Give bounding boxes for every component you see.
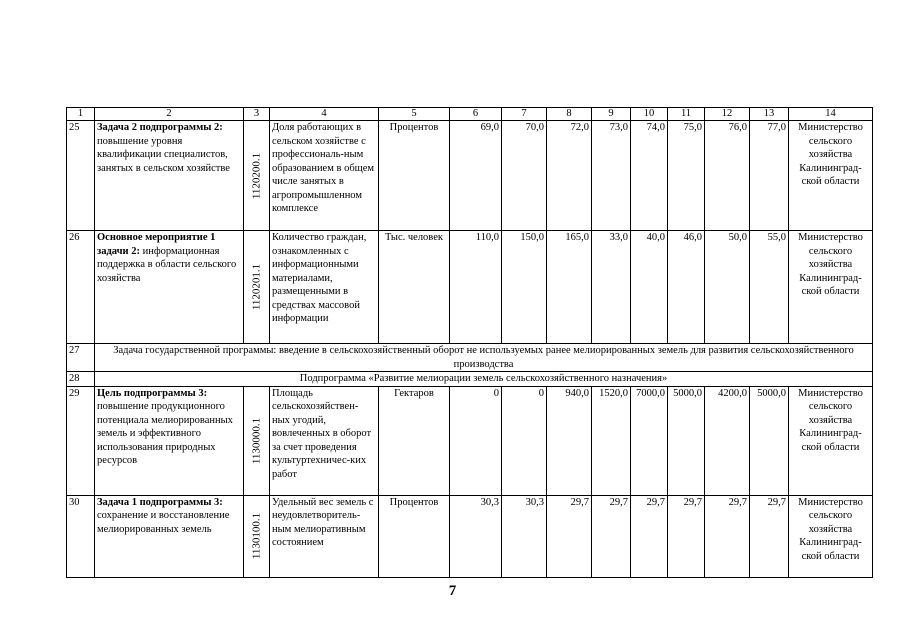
indicator-name: Площадь сельскохозяйствен-ных угодий, вовлеченных в оборот за счет проведения культуртехничес-ких работ — [270, 386, 379, 495]
span-row-text: Задача государственной программы: введение в сельскохозяйственный оборот не используемых ранее мелиорированных земель для развития сельскохозяйственного производства — [95, 344, 873, 372]
value-cell: 74,0 — [631, 121, 668, 231]
value-cell: 1520,0 — [592, 386, 631, 495]
value-cell: 7000,0 — [631, 386, 668, 495]
value-cell: 5000,0 — [750, 386, 789, 495]
span-row — [67, 372, 873, 387]
span-row — [67, 344, 873, 372]
value-cell: 0 — [502, 386, 547, 495]
header-cell: 10 — [631, 108, 668, 121]
header-cell: 13 — [750, 108, 789, 121]
code-text: 1120200.1 — [249, 152, 262, 199]
goal-name — [95, 121, 244, 231]
row-number: 30 — [67, 495, 95, 577]
goal-name-bold: Задача 1 подпрограммы 3: — [97, 496, 223, 508]
header-cell: 9 — [592, 108, 631, 121]
header-row — [67, 108, 873, 121]
value-cell: 33,0 — [592, 231, 631, 344]
row-number: 25 — [67, 121, 95, 231]
responsible-org: Министерство сельского хозяйства Калининград-ской области — [789, 231, 873, 344]
row-number: 29 — [67, 386, 95, 495]
unit-cell: Процентов — [379, 121, 450, 231]
goal-name-rest: информационная поддержка в области сельского хозяйства — [97, 245, 237, 284]
code-text: 1130000.1 — [249, 417, 262, 464]
value-cell: 75,0 — [668, 121, 705, 231]
value-cell: 76,0 — [705, 121, 750, 231]
value-cell: 40,0 — [631, 231, 668, 344]
table-row — [67, 121, 873, 231]
value-cell: 150,0 — [502, 231, 547, 344]
table-row — [67, 386, 873, 495]
header-cell: 4 — [270, 108, 379, 121]
header-cell: 5 — [379, 108, 450, 121]
value-cell: 30,3 — [502, 495, 547, 577]
header-cell: 7 — [502, 108, 547, 121]
code-text: 1120201.1 — [249, 263, 262, 311]
unit-cell: Процентов — [379, 495, 450, 577]
value-cell: 940,0 — [547, 386, 592, 495]
value-cell: 73,0 — [592, 121, 631, 231]
value-cell: 0 — [450, 386, 502, 495]
table-row — [67, 231, 873, 344]
header-cell: 2 — [95, 108, 244, 121]
header-cell: 8 — [547, 108, 592, 121]
code-cell — [244, 121, 270, 231]
indicator-name: Количество граждан, ознакомленных с информационными материалами, размещенными в средствах массовой информации — [270, 231, 379, 344]
value-cell: 29,7 — [592, 495, 631, 577]
goal-name-bold: Цель подпрограммы 3: — [97, 387, 208, 399]
header-cell: 12 — [705, 108, 750, 121]
row-number: 26 — [67, 231, 95, 344]
goal-name — [95, 231, 244, 344]
value-cell: 29,7 — [705, 495, 750, 577]
goal-name-bold: Задача 2 подпрограммы 2: — [97, 122, 223, 133]
header-cell: 1 — [67, 108, 95, 121]
unit-cell: Тыс. человек — [379, 231, 450, 344]
code-cell — [244, 231, 270, 344]
code-cell — [244, 386, 270, 495]
goal-name-rest: повышение уровня квалификации специалистов, занятых в сельском хозяйстве — [97, 135, 230, 174]
goal-name-bold: Основное мероприятие 1 задачи 2: — [97, 232, 216, 257]
value-cell: 29,7 — [668, 495, 705, 577]
span-row-text: Подпрограмма «Развитие мелиорации земель сельскохозяйственного назначения» — [95, 372, 873, 387]
indicator-name: Доля работающих в сельском хозяйстве с профессиональ-ным образованием в общем числе занятых в агропромышленном комплексе — [270, 121, 379, 231]
value-cell: 72,0 — [547, 121, 592, 231]
value-cell: 4200,0 — [705, 386, 750, 495]
value-cell: 29,7 — [547, 495, 592, 577]
header-cell: 3 — [244, 108, 270, 121]
row-number: 27 — [67, 344, 95, 372]
page-number: 7 — [448, 583, 457, 599]
goal-name-rest: повышение продукционного потенциала мелиорированных земель и эффективного использования природных ресурсов — [97, 401, 233, 466]
header-cell: 6 — [450, 108, 502, 121]
table-row — [67, 495, 873, 577]
header-cell: 14 — [789, 108, 873, 121]
responsible-org: Министерство сельского хозяйства Калининград-ской области — [789, 495, 873, 577]
value-cell: 77,0 — [750, 121, 789, 231]
value-cell: 70,0 — [502, 121, 547, 231]
code-text: 1130100.1 — [249, 512, 262, 560]
header-cell: 11 — [668, 108, 705, 121]
value-cell: 46,0 — [668, 231, 705, 344]
goal-name — [95, 386, 244, 495]
responsible-org: Министерство сельского хозяйства Калининград-ской области — [789, 121, 873, 231]
value-cell: 29,7 — [631, 495, 668, 577]
indicator-name: Удельный вес земель с неудовлетворитель-ным мелиоративным состоянием — [270, 495, 379, 577]
goal-name-rest: сохранение и восстановление мелиорированных земель — [97, 510, 230, 535]
value-cell: 29,7 — [750, 495, 789, 577]
value-cell: 50,0 — [705, 231, 750, 344]
code-cell — [244, 495, 270, 577]
value-cell: 165,0 — [547, 231, 592, 344]
value-cell: 69,0 — [450, 121, 502, 231]
responsible-org: Министерство сельского хозяйства Калининград-ской области — [789, 386, 873, 495]
goal-name — [95, 495, 244, 577]
value-cell: 55,0 — [750, 231, 789, 344]
unit-cell: Гектаров — [379, 386, 450, 495]
value-cell: 5000,0 — [668, 386, 705, 495]
indicators-table — [66, 107, 873, 578]
row-number: 28 — [67, 372, 95, 387]
value-cell: 30,3 — [450, 495, 502, 577]
value-cell: 110,0 — [450, 231, 502, 344]
